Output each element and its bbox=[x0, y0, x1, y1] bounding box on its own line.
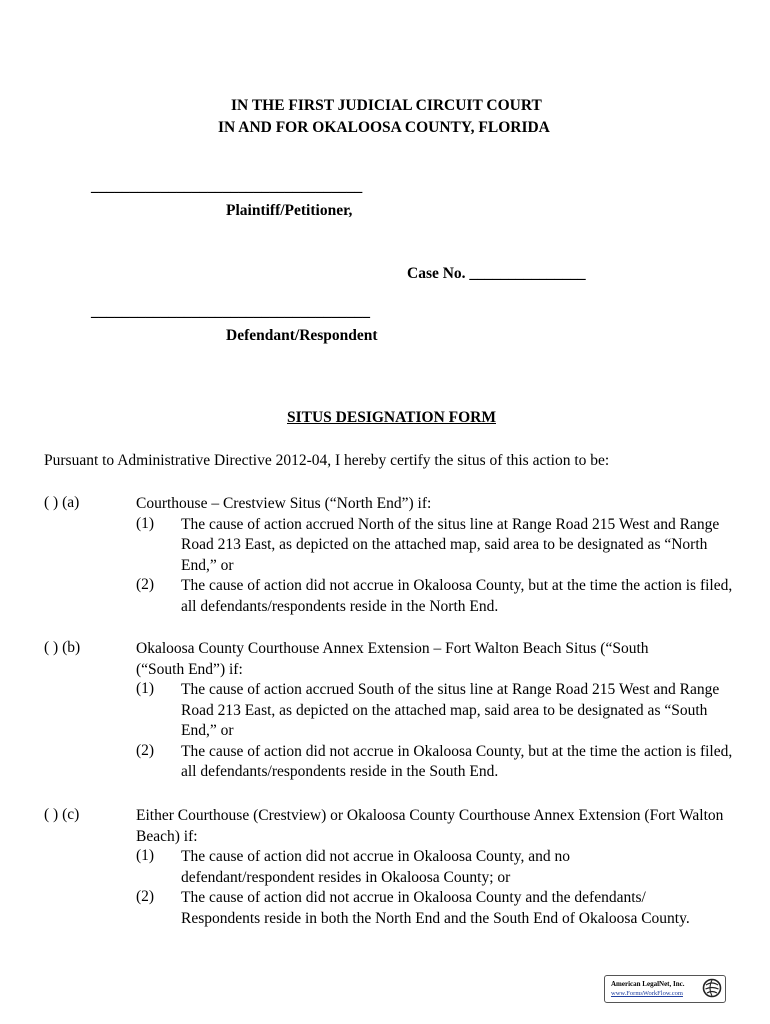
intro-paragraph: Pursuant to Administrative Directive 2012-04, I hereby certify the situs of this action to be: bbox=[44, 452, 610, 469]
defendant-blank-line: ____________________________________ bbox=[91, 303, 370, 320]
badge-website-link[interactable]: www.FormsWorkFlow.com bbox=[611, 990, 683, 997]
option-b-checkbox-marker[interactable]: ( ) (b) bbox=[44, 639, 81, 656]
court-header-line2: IN AND FOR OKALOOSA COUNTY, FLORIDA bbox=[218, 119, 550, 136]
defendant-label: Defendant/Respondent bbox=[226, 327, 378, 344]
item-number: (2) bbox=[136, 576, 155, 593]
case-number-field: Case No. _______________ bbox=[407, 265, 586, 282]
item-text: The cause of action accrued North of the situs line at Range Road 215 West and Range Road 213 East, as depicted on the attached map, said area to be designated as “North End,” or bbox=[181, 515, 720, 574]
court-header-line1: IN THE FIRST JUDICIAL CIRCUIT COURT bbox=[231, 97, 542, 114]
item-text: The cause of action did not accrue in Okaloosa County, but at the time the action is filed, all defendants/respondents reside in the North End. bbox=[181, 577, 733, 615]
item-text: The cause of action did not accrue in Okaloosa County, and no defendant/respondent resides in Okaloosa County; or bbox=[181, 848, 570, 886]
item-text: The cause of action accrued South of the situs line at Range Road 215 West and Range Road 213 East, as depicted on the attached map, said area to be designated as “South End,” or bbox=[181, 681, 720, 739]
option-a-checkbox-marker[interactable]: ( ) (a) bbox=[44, 494, 80, 511]
item-number: (2) bbox=[136, 888, 155, 905]
item-number: (1) bbox=[136, 680, 155, 697]
plaintiff-label: Plaintiff/Petitioner, bbox=[226, 202, 353, 219]
item-text: The cause of action did not accrue in Okaloosa County, but at the time the action is filed, all defendants/respondents reside in the South End. bbox=[181, 742, 733, 780]
option-b-title: Okaloosa County Courthouse Annex Extension – Fort Walton Beach Situs (“South (“South End”) if: bbox=[136, 640, 649, 678]
globe-logo-icon bbox=[702, 978, 722, 998]
item-number: (2) bbox=[136, 741, 155, 759]
item-number: (1) bbox=[136, 847, 155, 864]
option-a-title: Courthouse – Crestview Situs (“North End”) if: bbox=[136, 495, 432, 512]
badge-company-name: American LegalNet, Inc. bbox=[611, 980, 685, 988]
form-title: SITUS DESIGNATION FORM bbox=[287, 409, 497, 426]
option-c-title: Either Courthouse (Crestview) or Okaloosa County Courthouse Annex Extension (Fort Walton Beach) if: bbox=[136, 807, 724, 845]
american-legalnet-badge[interactable] bbox=[604, 975, 726, 1003]
item-number: (1) bbox=[136, 514, 155, 532]
plaintiff-blank-line: ___________________________________ bbox=[91, 178, 363, 195]
item-text: The cause of action did not accrue in Okaloosa County and the defendants/ Respondents reside in both the North End and the South End of Okaloosa County. bbox=[181, 889, 690, 927]
option-c-checkbox-marker[interactable]: ( ) (c) bbox=[44, 806, 80, 823]
